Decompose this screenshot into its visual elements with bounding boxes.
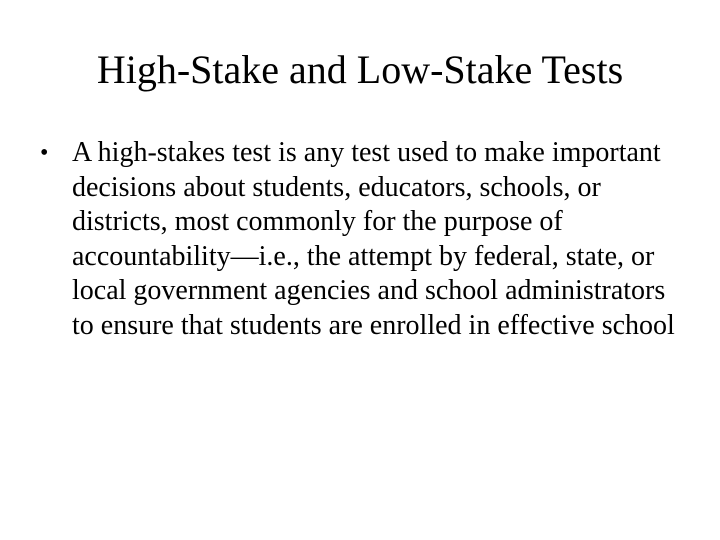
bullet-item bbox=[40, 136, 690, 343]
slide-title: High-Stake and Low-Stake Tests bbox=[96, 47, 624, 92]
bullet-list bbox=[40, 136, 690, 343]
bullet-text: A high-stakes test is any test used to make important decisions about students, educators, schools, or districts, most commonly for the purpose of accountability—i.e., the attempt by federal, state, or local government agencies and school administrators to ensure that students are enrolled in effective school bbox=[72, 137, 675, 341]
bullet-icon: • bbox=[40, 140, 49, 166]
